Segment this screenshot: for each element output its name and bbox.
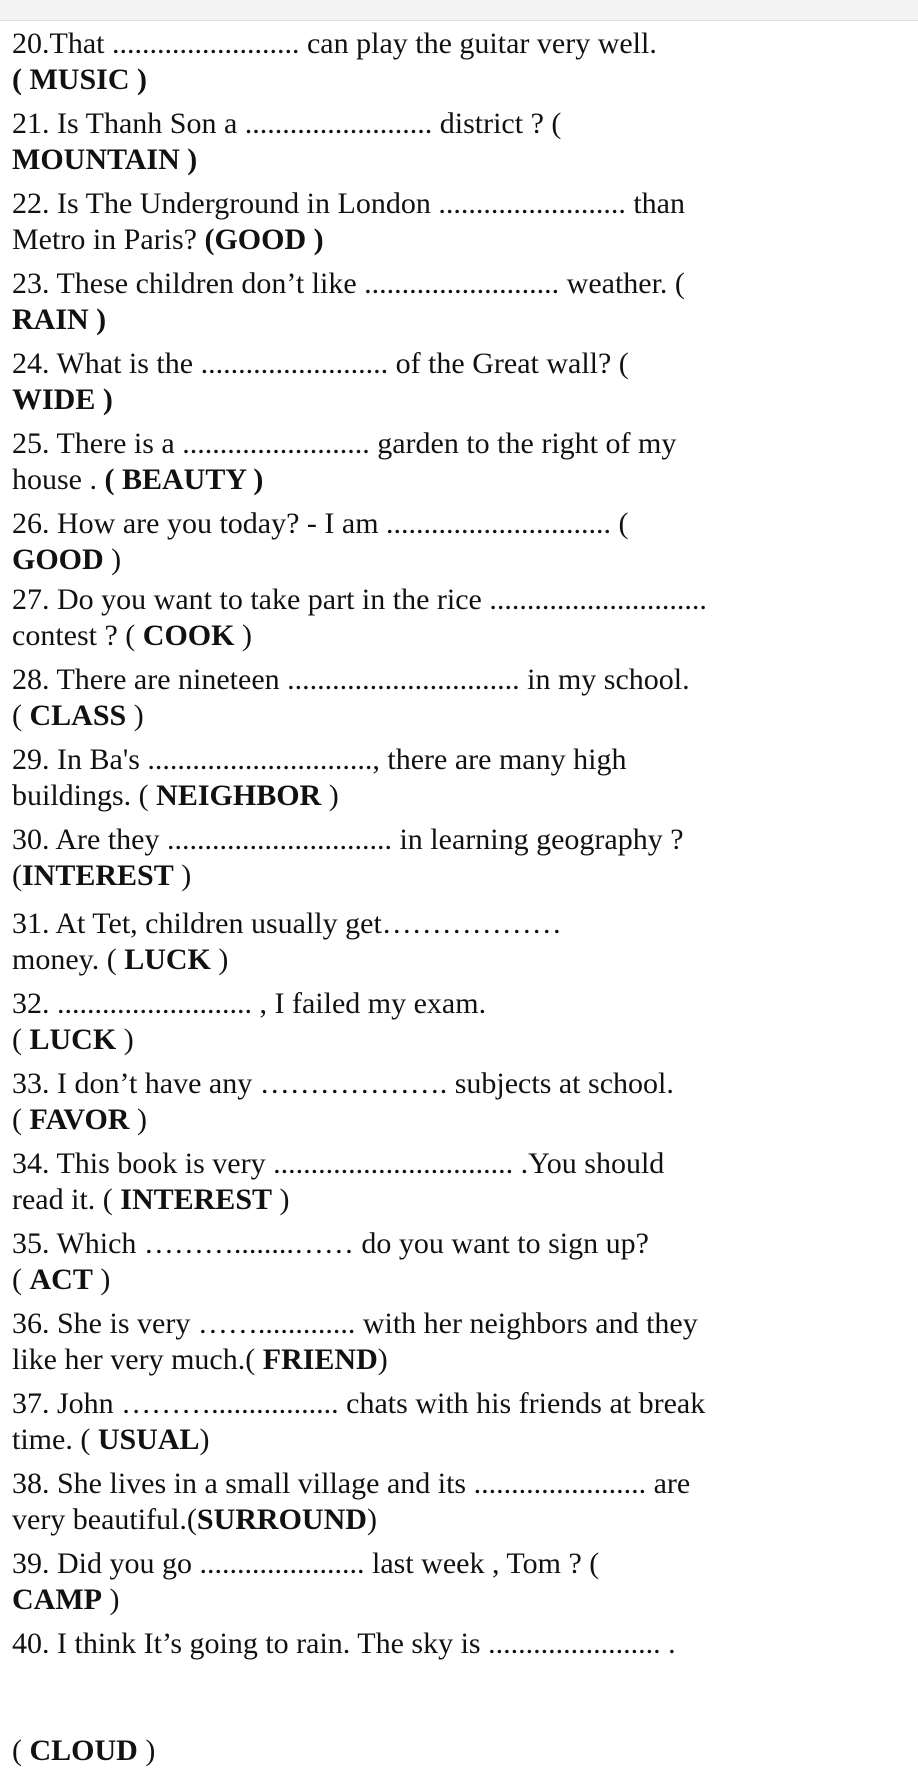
- line-25-hint: [12, 460, 824, 500]
- line-27-question: [12, 580, 824, 620]
- line-keyword: CLASS: [29, 699, 127, 732]
- line-text: (: [12, 1734, 30, 1767]
- line-31-question: [12, 904, 824, 944]
- line-25-question: [12, 424, 824, 464]
- line-text: 28. There are nineteen ............................... in my school.: [12, 663, 690, 696]
- line-keyword: MOUNTAIN ): [12, 143, 198, 176]
- line-text: time. (: [12, 1423, 98, 1456]
- line-text-end: ): [272, 1183, 290, 1216]
- line-35-hint: [12, 1260, 824, 1300]
- line-text-end: ): [173, 859, 192, 892]
- line-22-question: [12, 184, 824, 224]
- line-26-question: [12, 504, 824, 544]
- line-keyword: ACT: [29, 1263, 93, 1296]
- line-keyword: GOOD: [12, 543, 104, 576]
- line-text: 40. I think It’s going to rain. The sky is ....................... .: [12, 1627, 676, 1660]
- line-keyword: (GOOD ): [204, 223, 324, 256]
- line-text: buildings. (: [12, 779, 157, 812]
- line-20-question: [12, 24, 824, 64]
- line-text: 30. Are they .............................. in learning geography ?: [12, 823, 684, 856]
- line-23-hint: [12, 300, 824, 340]
- line-35-question: [12, 1224, 824, 1264]
- line-text: 21. Is Thanh Son a ......................... district ? (: [12, 107, 562, 140]
- line-39-hint: [12, 1580, 824, 1620]
- line-text-end: ): [101, 1583, 120, 1616]
- line-28-question: [12, 660, 824, 700]
- viewer-top-bar: [0, 0, 918, 21]
- line-text: 32. .......................... , I failed my exam.: [12, 987, 487, 1020]
- line-text-end: ): [210, 943, 229, 976]
- line-keyword: FRIEND: [262, 1343, 378, 1376]
- line-text: 23. These children don’t like .......................... weather. (: [12, 267, 685, 300]
- line-text: 22. Is The Underground in London ......................... than: [12, 187, 685, 220]
- line-text: 31. At Tet, children usually get………………: [12, 907, 562, 940]
- line-keyword: ( BEAUTY ): [104, 463, 264, 496]
- line-keyword: RAIN ): [12, 303, 107, 336]
- line-34-question: [12, 1144, 824, 1184]
- line-keyword: CAMP: [12, 1583, 102, 1616]
- line-20-hint: [12, 60, 824, 100]
- line-text: contest ? (: [12, 619, 143, 652]
- line-28-hint: [12, 696, 824, 736]
- line-text: 27. Do you want to take part in the rice .............................: [12, 583, 707, 616]
- line-text: 36. She is very ……............. with her neighbors and they: [12, 1307, 698, 1340]
- line-32-hint: [12, 1020, 824, 1060]
- line-text-end: ): [321, 779, 339, 812]
- line-40-hint: [12, 1731, 824, 1767]
- line-30-hint: [12, 856, 824, 896]
- line-24-hint: [12, 380, 824, 420]
- line-text: 24. What is the ......................... of the Great wall? (: [12, 347, 629, 380]
- line-39-question: [12, 1544, 824, 1584]
- line-text: (: [12, 859, 22, 892]
- line-21-question: [12, 104, 824, 144]
- line-text: very beautiful.(: [12, 1503, 197, 1536]
- line-text: 38. She lives in a small village and its ....................... are: [12, 1467, 691, 1500]
- line-37-question: [12, 1384, 824, 1424]
- line-text: 34. This book is very ................................ .You should: [12, 1147, 665, 1180]
- line-text-end: ): [92, 1263, 111, 1296]
- line-33-question: [12, 1064, 824, 1104]
- line-keyword: CLOUD: [29, 1734, 138, 1767]
- line-29-question: [12, 740, 824, 780]
- line-27-hint: [12, 616, 824, 656]
- line-text: 20.That ......................... can play the guitar very well.: [12, 27, 657, 60]
- line-text: 29. In Ba's .............................., there are many high: [12, 743, 627, 776]
- line-text: house .: [12, 463, 105, 496]
- line-24-question: [12, 344, 824, 384]
- line-keyword: FAVOR: [29, 1103, 130, 1136]
- line-text: (: [12, 699, 30, 732]
- line-29-hint: [12, 776, 824, 816]
- line-26-hint: [12, 540, 824, 580]
- line-22-hint: [12, 220, 824, 260]
- line-33-hint: [12, 1100, 824, 1140]
- line-keyword: NEIGHBOR: [156, 779, 322, 812]
- line-text-end: ): [234, 619, 252, 652]
- line-21-hint: [12, 140, 824, 180]
- line-36-question: [12, 1304, 824, 1344]
- line-text: 35. Which ………........…… do you want to sign up?: [12, 1227, 649, 1260]
- line-keyword: USUAL: [97, 1423, 200, 1456]
- line-34-hint: [12, 1180, 824, 1220]
- line-38-hint: [12, 1500, 824, 1540]
- line-keyword: INTEREST: [120, 1183, 273, 1216]
- line-text-end: ): [129, 1103, 147, 1136]
- line-text-end: ): [103, 543, 122, 576]
- line-23-question: [12, 264, 824, 304]
- line-text: 26. How are you today? - I am .............................. (: [12, 507, 629, 540]
- line-keyword: WIDE ): [12, 383, 113, 416]
- line-keyword: SURROUND: [196, 1503, 367, 1536]
- line-40-question: [12, 1624, 824, 1664]
- line-31-hint: [12, 940, 824, 980]
- line-38-question: [12, 1464, 824, 1504]
- line-text: (: [12, 1023, 30, 1056]
- line-37-hint: [12, 1420, 824, 1460]
- line-keyword: COOK: [142, 619, 235, 652]
- line-text-end: ): [116, 1023, 134, 1056]
- line-text: read it. (: [12, 1183, 121, 1216]
- line-36-hint: [12, 1340, 824, 1380]
- line-text: 33. I don’t have any ………………. subjects at school.: [12, 1067, 674, 1100]
- line-text: (: [12, 1103, 30, 1136]
- line-keyword: LUCK: [29, 1023, 117, 1056]
- line-keyword: LUCK: [124, 943, 211, 976]
- line-text-end: ): [137, 1734, 156, 1767]
- line-text: 39. Did you go ...................... last week , Tom ? (: [12, 1547, 600, 1580]
- line-keyword: ( MUSIC ): [12, 63, 147, 96]
- line-text-end: ): [377, 1343, 388, 1376]
- line-text: money. (: [12, 943, 125, 976]
- line-32-question: [12, 984, 824, 1024]
- line-text: 37. John ………................. chats with his friends at break: [12, 1387, 706, 1420]
- line-text-end: ): [366, 1503, 377, 1536]
- line-text-end: ): [126, 699, 144, 732]
- line-text-end: ): [199, 1423, 210, 1456]
- line-text: (: [12, 1263, 30, 1296]
- line-text: Metro in Paris?: [12, 223, 205, 256]
- line-keyword: INTEREST: [22, 859, 174, 892]
- line-text: 25. There is a ......................... garden to the right of my: [12, 427, 677, 460]
- line-text: like her very much.(: [12, 1343, 263, 1376]
- line-30-question: [12, 820, 824, 860]
